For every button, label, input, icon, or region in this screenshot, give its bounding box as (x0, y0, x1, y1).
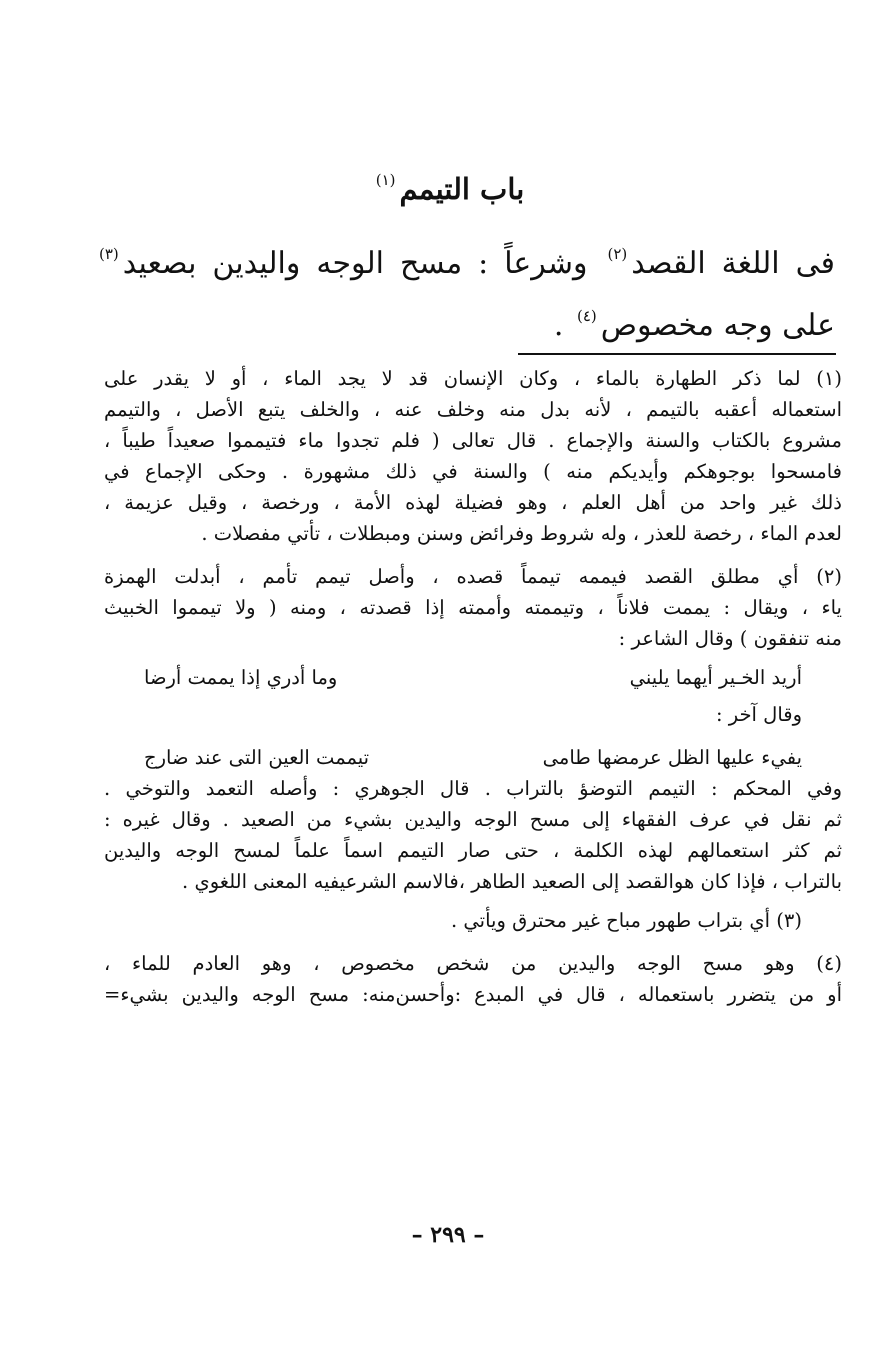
verse-1-first-hemistich: وما أدري إذا يممت أرضا (144, 666, 338, 689)
main-text (95, 228, 835, 352)
main-text-fragment: على وجه مخصوص (600, 308, 835, 343)
footnote-line: ثم كثر استعمالهم لهذه الكلمة ، حتى صار التيمم اسماً علماً لمسح الوجه واليدين (104, 839, 842, 862)
main-text-line-2 (95, 290, 835, 352)
page-number: – ٢٩٩ – (411, 1222, 485, 1248)
footnote-line: أو من يتضرر باستعماله ، قال في المبدع :وأحسن‌منه: مسح الوجه واليدين بشيء= (104, 983, 842, 1006)
footnote-line: منه تنفقون ) وقال الشاعر : (618, 627, 842, 650)
footnote-ref-2: (٢) (607, 245, 628, 263)
footnote-line: استعماله أعقبه بالتيمم ، لأنه بدل منه وخلف عنه ، والخلف يتبع الأصل ، والتيمم (104, 398, 842, 421)
verse-1-second-hemistich: أريد الخـير أيهما يليني (629, 666, 802, 689)
verse-2-second-hemistich: يفيء عليها الظل عرمضها طامى (542, 746, 802, 769)
main-text-line-1 (95, 228, 835, 290)
main-text-fragment: وشرعاً : مسح الوجه واليدين بصعيد (122, 246, 588, 281)
footnotes (104, 363, 842, 1010)
footnote-3 (104, 905, 842, 936)
footnote-2-continued (104, 773, 842, 897)
verse-intro: وقال آخر : (715, 703, 802, 726)
footnote-line: بالتراب ، فإذا كان هوالقصد إلى الصعيد الطاهر ،فالاسم الشرعيفيه المعنى اللغوي . (182, 870, 842, 893)
footnote-line: (٢) أي مطلق القصد فيممه تيمماً قصده ، وأصل تيمم تأمم ، أبدلت الهمزة (104, 565, 842, 588)
footnote-line: ياء ، ويقال : يممت فلاناً ، وتيممته وأممته إذا قصدته ، ومنه ( ولا تيمموا الخبيث (104, 596, 842, 619)
footnote-separator (518, 353, 836, 355)
verse-1 (104, 662, 842, 693)
footnote-line: (١) لما ذكر الطهارة بالماء ، وكان الإنسان قد لا يجد الماء ، أو لا يقدر على (104, 367, 842, 390)
footnote-line: مشروع بالكتاب والسنة والإجماع . قال تعالى ( فلم تجدوا ماء فتيمموا صعيداً طيباً ، (104, 429, 842, 452)
main-text-fragment: فى اللغة القصد (631, 246, 835, 281)
footnote-line: ثم نقل في عرف الفقهاء إلى مسح الوجه واليدين بشيء من الصعيد . وقال غيره : (104, 808, 842, 831)
footnote-line: (٣) أي بتراب طهور مباح غير محترق ويأتي . (451, 909, 802, 932)
verse-2-first-hemistich: تيممت العين التى عند ضارج (144, 746, 370, 769)
chapter-title-text: باب التيمم (399, 172, 525, 206)
footnote-1 (104, 363, 842, 549)
footnote-line: فامسحوا بوجوهكم وأيديكم منه ) والسنة في ذلك مشهورة . وحكى الإجماع في (104, 460, 842, 483)
footnote-line: ذلك غير واحد من أهل العلم ، وهو فضيلة لهذه الأمة ، ورخصة ، وقيل عزيمة ، (104, 491, 842, 514)
footnote-ref-4: (٤) (576, 307, 597, 325)
verse-2 (104, 742, 842, 773)
footnote-line: (٤) وهو مسح الوجه واليدين من شخص مخصوص ، وهو العادم للماء ، (104, 952, 842, 975)
footnote-2 (104, 561, 842, 654)
footnote-ref-3: (٣) (99, 245, 119, 263)
footnote-4 (104, 948, 842, 1010)
footnote-line: وفي المحكم : التيمم التوضؤ بالتراب . قال الجوهري : وأصله التعمد والتوخي . (104, 777, 842, 800)
main-text-fragment: . (553, 308, 564, 343)
footnote-ref-1: (١) (375, 171, 396, 189)
chapter-title (0, 160, 896, 209)
footnote-line: لعدم الماء ، رخصة للعذر ، وله شروط وفرائض وسنن ومبطلات ، تأتي مفصلات . (201, 522, 842, 545)
